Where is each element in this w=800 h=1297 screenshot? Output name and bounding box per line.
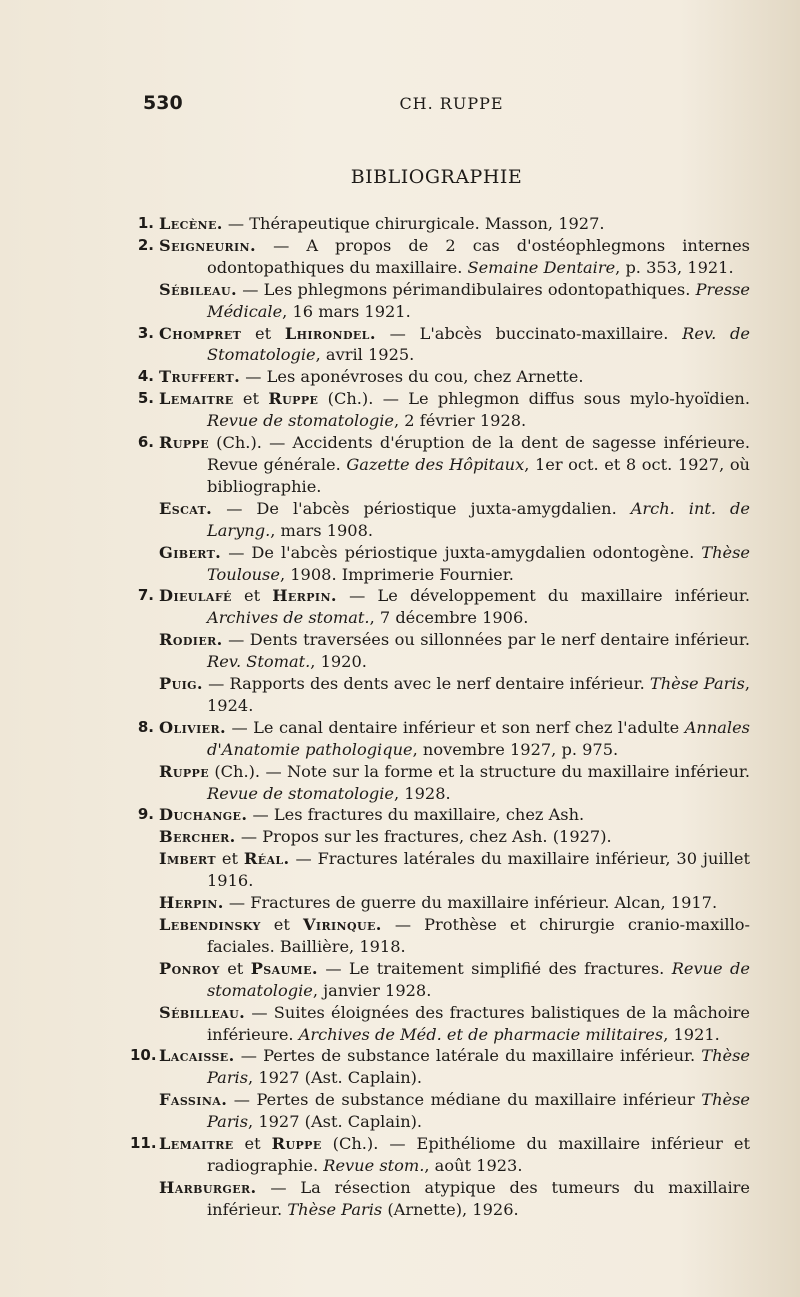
entry-author: Herpin. (272, 586, 337, 606)
entry-text: — L'abcès buccinato-maxillaire. (375, 323, 683, 343)
entry-text: — Les phlegmons périmandibulaires odontopathiques. (237, 279, 696, 299)
entry-text: et (231, 586, 273, 606)
bibliography-entry (130, 958, 750, 1002)
bibliography-entry (130, 804, 750, 826)
entry-text: — Pertes de substance latérale du maxillaire inférieur. (234, 1046, 702, 1066)
bibliography-entry (130, 914, 750, 958)
entry-text: , 1927 (Ast. Caplain). (248, 1112, 423, 1132)
entry-author: Virinque. (302, 915, 382, 934)
bibliography-entry (130, 717, 750, 761)
entry-author: Lebendinsky (159, 915, 261, 934)
entry-text: et (241, 323, 285, 343)
entry-text: et (215, 849, 244, 869)
entry-number: 8. (137, 717, 154, 736)
entry-text: (Ch.). — Accidents d'éruption de la dent de sagesse inférieure. Revue générale. (207, 433, 750, 474)
entry-source: Thèse Paris (649, 674, 745, 694)
entry-text: — Les fractures du maxillaire, chez Ash. (247, 805, 585, 825)
entry-text: — Thérapeutique chirurgicale. Masson, 1927. (222, 214, 605, 233)
entry-text: — La résection atypique des tumeurs du maxillaire inférieur. (207, 1177, 750, 1219)
entry-text: et (233, 389, 269, 409)
entry-text: et (219, 958, 251, 978)
entry-source: Thèse Paris (207, 1046, 750, 1088)
entry-author: Lemaitre (159, 389, 234, 409)
entry-text: — Les aponévroses du cou, chez Arnette. (240, 367, 584, 387)
entry-text: , mars 1908. (270, 520, 374, 540)
entry-author: Lemaitre (159, 1134, 234, 1154)
section-title: BIBLIOGRAPHIE (350, 166, 523, 188)
bibliography-entry (130, 498, 750, 542)
entry-number: 11. (130, 1134, 157, 1153)
entry-source: Thèse Paris (207, 1090, 750, 1132)
entry-author: Bercher. (159, 827, 236, 847)
running-title: CH. RUPPE (399, 94, 504, 113)
entry-text: , 1924. (207, 674, 751, 715)
entry-text: — Propos sur les fractures, chez Ash. (1927). (235, 827, 612, 847)
entry-author: Psaume. (250, 958, 318, 978)
entry-text: , janvier 1928. (312, 980, 432, 1000)
entry-source: Revue de stomatologie (207, 783, 395, 803)
entry-text: (Arnette), 1926. (382, 1199, 519, 1219)
entry-number: 10. (130, 1046, 157, 1065)
entry-text: (Ch.). — Epithéliome du maxillaire inférieur et radiographie. (207, 1134, 750, 1175)
entry-author: Lhirondel. (284, 323, 376, 343)
bibliography-list (130, 213, 750, 1221)
entry-text: , 1927 (Ast. Caplain). (248, 1068, 423, 1088)
entry-author: Ponroy (159, 958, 220, 978)
entry-text: — Prothèse et chirurgie cranio-maxillo-faciales. Baillière, 1918. (207, 915, 750, 956)
entry-source: Presse Médicale (207, 279, 750, 321)
entry-author: Gibert. (159, 542, 222, 562)
entry-text: — Pertes de substance médiane du maxillaire inférieur (227, 1090, 702, 1110)
entry-source: Rev. Stomat. (207, 652, 311, 672)
entry-number: 9. (137, 805, 154, 824)
entry-author: Ruppe (268, 389, 319, 409)
entry-text: , 1920. (310, 652, 367, 672)
entry-text: et (233, 1134, 272, 1154)
page-number: 530 (143, 92, 183, 114)
entry-author: Olivier. (159, 717, 227, 737)
entry-text: , 7 décembre 1906. (369, 608, 529, 628)
bibliography-entry (130, 892, 750, 914)
entry-author: Truffert. (159, 367, 241, 387)
entry-source: Thèse Paris (287, 1199, 383, 1219)
bibliography-entry (130, 323, 750, 367)
entry-author: Ruppe (159, 433, 209, 453)
entry-text: , avril 1925. (315, 345, 415, 365)
entry-source: Semaine Dentaire (467, 257, 616, 277)
bibliography-entry (130, 1089, 750, 1133)
entry-text: , 1908. Imprimerie Fournier. (279, 564, 514, 584)
entry-author: Chompret (159, 323, 242, 343)
entry-author: Lacaisse. (159, 1046, 235, 1066)
bibliography-entry (130, 432, 750, 498)
bibliography-entry (130, 1045, 750, 1089)
entry-text: — Le traitement simplifié des fractures. (317, 958, 672, 978)
entry-author: Réal. (243, 849, 290, 869)
entry-author: Escat. (159, 498, 213, 518)
entry-author: Duchange. (159, 805, 248, 825)
bibliography-entry (130, 673, 750, 717)
entry-author: Lecène. (159, 214, 223, 233)
entry-source: Revue de stomatologie (207, 411, 395, 431)
bibliography-entry (130, 366, 750, 388)
entry-number: 6. (137, 433, 154, 452)
bibliography-entry (130, 629, 750, 673)
entry-text: (Ch.). — Le phlegmon diffus sous mylo-hyoïdien. (318, 389, 750, 409)
entry-text: — Dents traversées ou sillonnées par le nerf dentaire inférieur. (222, 630, 750, 650)
entry-author: Harburger. (159, 1177, 257, 1197)
entry-author: Ruppe (271, 1134, 322, 1154)
entry-number: 1. (137, 214, 154, 232)
entry-author: Imbert (159, 849, 216, 869)
entry-text: , 16 mars 1921. (282, 301, 411, 321)
bibliography-entry (130, 826, 750, 848)
entry-author: Dieulafé (159, 586, 232, 606)
entry-text: — Fractures latérales du maxillaire inférieur, 30 juillet 1916. (207, 849, 750, 891)
entry-text: — A propos de 2 cas d'ostéophlegmons internes odontopathiques du maxillaire. (207, 235, 750, 277)
entry-author: Fassina. (159, 1090, 228, 1110)
bibliography-entry (130, 1002, 750, 1046)
entry-source: Archives de Méd. et de pharmacie militaires (298, 1024, 664, 1044)
bibliography-entry (130, 1177, 750, 1221)
running-head (143, 92, 730, 116)
entry-author: Puig. (159, 674, 203, 694)
entry-number: 7. (137, 586, 154, 605)
entry-author: Herpin. (159, 893, 224, 913)
entry-source: Revue stom. (323, 1155, 425, 1175)
entry-source: Gazette des Hôpitaux (346, 454, 525, 474)
entry-author: Seigneurin. (159, 235, 257, 255)
bibliography-entry (130, 542, 750, 586)
entry-source: Revue de stomatologie (207, 958, 750, 1000)
bibliography-entry (130, 761, 750, 805)
bibliography-entry (130, 388, 750, 432)
entry-author: Sébileau. (159, 279, 237, 299)
entry-source: Archives de stomat. (207, 608, 370, 628)
entry-source: Arch. int. de Laryng. (207, 498, 750, 540)
entry-text: — Suites éloignées des fractures balistiques de la mâchoire inférieure. (207, 1002, 750, 1044)
entry-text: et (260, 915, 303, 934)
entry-text: — De l'abcès périostique juxta-amygdalien odontogène. (221, 542, 702, 562)
bibliography-entry (130, 848, 750, 892)
bibliography-entry (130, 585, 750, 629)
entry-text: — Le canal dentaire inférieur et son nerf chez l'adulte (226, 717, 685, 737)
entry-number: 2. (137, 235, 154, 254)
entry-text: , p. 353, 1921. (615, 257, 734, 277)
entry-text: — Le développement du maxillaire inférieur. (336, 586, 750, 606)
entry-author: Sébilleau. (159, 1002, 246, 1022)
entry-author: Ruppe (159, 761, 209, 781)
entry-number: 5. (137, 389, 154, 408)
bibliography-entry (130, 1133, 750, 1177)
entry-source: Rev. de Stomatologie (207, 323, 750, 365)
entry-text: , 2 février 1928. (394, 411, 527, 431)
entry-text: (Ch.). — Note sur la forme et la structure du maxillaire inférieur. (208, 761, 750, 781)
entry-text: — Rapports des dents avec le nerf dentaire inférieur. (202, 674, 650, 694)
bibliography-entry (130, 279, 750, 323)
entry-text: — Fractures de guerre du maxillaire inférieur. Alcan, 1917. (223, 893, 718, 913)
entry-text: , 1921. (663, 1024, 720, 1044)
entry-number: 3. (137, 323, 154, 342)
entry-text: , 1928. (394, 783, 451, 803)
entry-source: Thèse Toulouse (207, 542, 750, 584)
entry-text: , novembre 1927, p. 975. (412, 739, 619, 759)
entry-number: 4. (137, 367, 154, 386)
entry-text: — De l'abcès périostique juxta-amygdalien. (212, 498, 631, 518)
entry-text: , 1er oct. et 8 oct. 1927, où bibliographie. (207, 454, 750, 496)
bibliography-entry (130, 235, 750, 279)
bibliography-entry (130, 213, 750, 235)
entry-source: Annales d'Anatomie pathologique (207, 717, 750, 759)
entry-author: Rodier. (159, 630, 223, 650)
entry-text: , août 1923. (424, 1155, 523, 1175)
